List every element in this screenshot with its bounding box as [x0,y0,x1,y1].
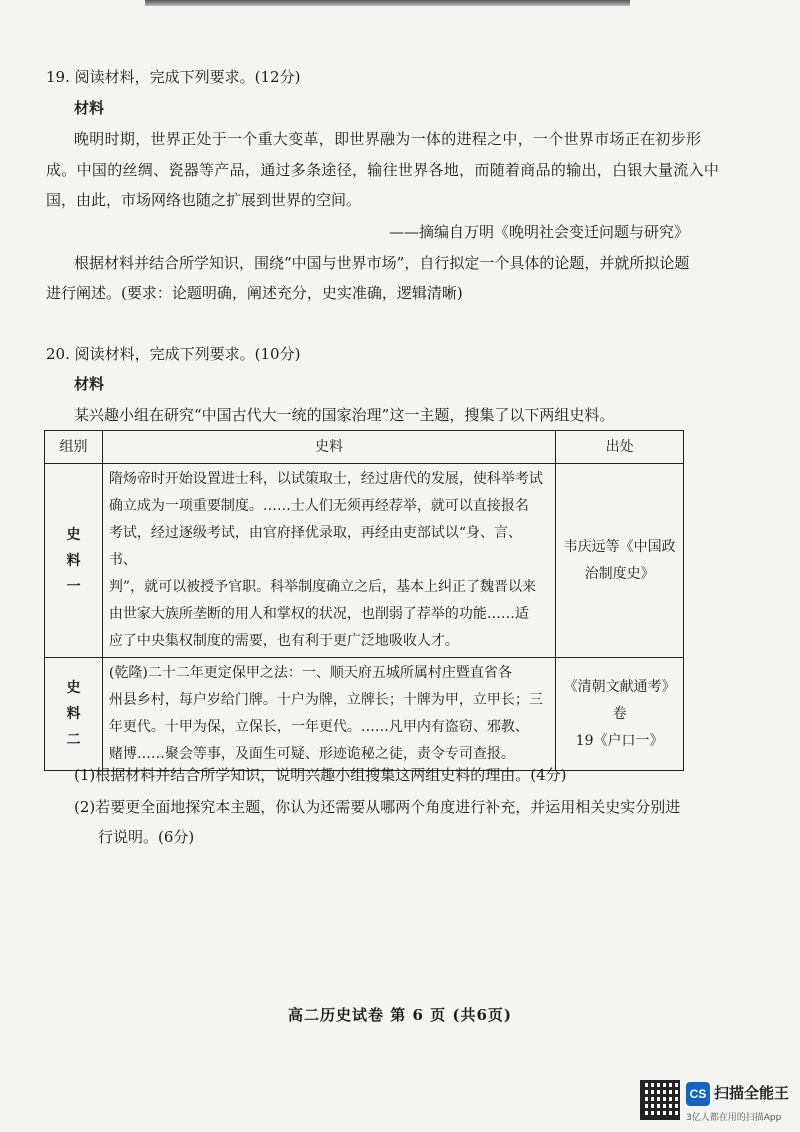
q20-intro: 某兴趣小组在研究“中国古代大一统的国家治理”这一主题，搜集了以下两组史料。 [74,406,615,424]
table-row [45,464,684,658]
table-row [45,658,684,771]
source-1: 韦庆远等《中国政 治制度史》 [556,464,684,658]
table-header-row [45,431,684,464]
column-header-group: 组别 [45,431,103,464]
q20-subquestion-2: (2)若要更全面地探究本主题，你认为还需要从哪两个角度进行补充，并运用相关史实分别进 [74,798,681,816]
q19-citation: ——摘编自万明《晚明社会变迁问题与研究》 [389,223,690,241]
qr-code-icon [640,1080,680,1120]
sources-table [44,430,684,771]
camscanner-logo-icon: CS [686,1082,710,1106]
column-header-material: 史料 [102,431,555,464]
q19-paragraph-line: 晚明时期，世界正处于一个重大变革，即世界融为一体的进程之中，一个世界市场正在初步形 [74,130,702,148]
q19-task-line: 根据材料并结合所学知识，围绕“中国与世界市场”，自行拟定一个具体的论题，并就所拟论题 [74,254,690,272]
q19-paragraph-line: 国，由此，市场网络也随之扩展到世界的空间。 [46,191,362,209]
page-footer: 高二历史试卷 第 6 页 (共6页) [288,1006,512,1024]
material-2-text: (乾隆)二十二年更定保甲之法：一、顺天府五城所属村庄暨直省各 州县乡村，每户岁给门牌。十户为牌，立牌长；十牌为甲，立甲长；三 年更代。十甲为保，立保长，一年更代。……凡甲内有盗窃、邪教、 赌博……聚会等事，及面生可疑、形迹诡秘之徒，责令专司查报。 [102,658,555,771]
column-header-source: 出处 [556,431,684,464]
q19-material-label: 材料 [74,99,105,117]
scanner-tagline: 3亿人都在用的扫描App [686,1113,782,1123]
q19-paragraph-line: 成。中国的丝绸、瓷器等产品，通过多条途径，输往世界各地，而随着商品的输出，白银大量流入中 [46,161,720,179]
group-label-1: 史 料 一 [45,464,103,658]
q20-subquestion-1: (1)根据材料并结合所学知识，说明兴趣小组搜集这两组史料的理由。(4分) [74,766,567,784]
scanner-app-name: 扫描全能王 [714,1084,790,1102]
q20-material-label: 材料 [74,375,105,393]
material-1-text: 隋炀帝时开始设置进士科，以试策取士，经过唐代的发展，使科举考试 确立成为一项重要制度。……士人们无须再经荐举，就可以直接报名 考试，经过逐级考试，由官府择优录取，再经由吏部试以“身、言、书、 判”，就可以被授予官职。科举制度确立之后，基本上纠正了魏晋以来 由世家大族所垄断的用人和掌权的状况，也削弱了荐举的功能……适 应了中央集权制度的需要，也有利于更广泛地吸收人才。 [102,464,555,658]
q20-subquestion-2-cont: 行说明。(6分) [98,828,195,846]
q20-header: 20. 阅读材料，完成下列要求。(10分) [46,345,301,363]
q19-task-line: 进行阐述。(要求：论题明确，阐述充分，史实准确，逻辑清晰) [46,284,463,302]
scan-top-edge [145,0,630,6]
source-2: 《清朝文献通考》卷 19《户口一》 [556,658,684,771]
q19-header: 19. 阅读材料，完成下列要求。(12分) [46,68,301,86]
group-label-2: 史 料 二 [45,658,103,771]
